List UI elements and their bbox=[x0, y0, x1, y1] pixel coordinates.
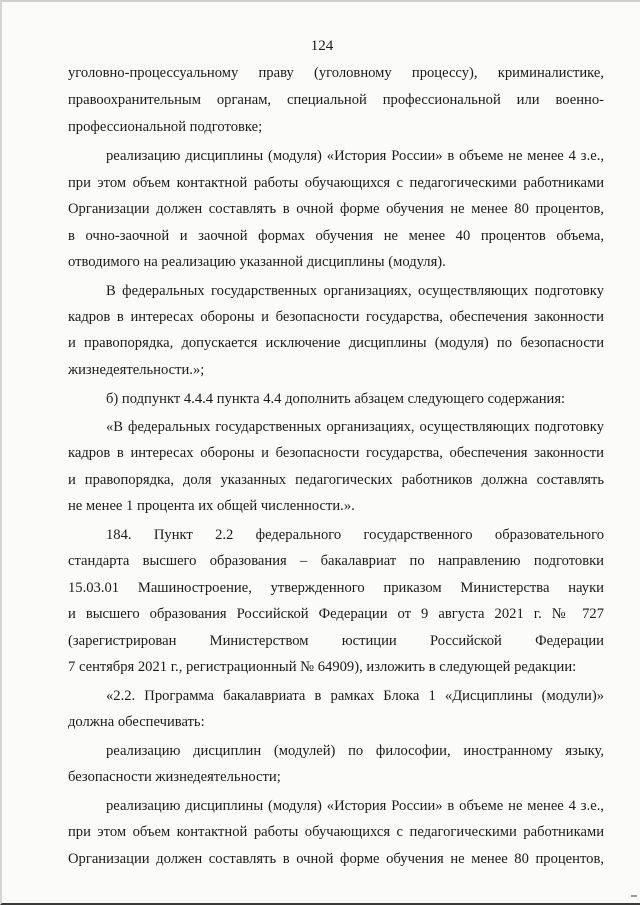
text-line: 15.03.01 Машиностроение, утвержденного приказом Министерства науки bbox=[68, 580, 604, 596]
text-line: и правопорядка, допускается исключение дисциплины (модуля) по безопасности bbox=[68, 335, 604, 351]
page-number: 124 bbox=[310, 38, 334, 54]
text-line: б) подпункт 4.4.4 пункта 4.4 дополнить абзацем следующего содержания: bbox=[106, 391, 566, 407]
text-line: и правопорядка, доля указанных педагогических работников должна составлять bbox=[68, 472, 604, 488]
text-line: 184. Пункт 2.2 федерального государственного образовательного bbox=[106, 527, 604, 543]
text-line: при этом объем контактной работы обучающихся с педагогическими работниками bbox=[68, 824, 604, 840]
text-line: правоохранительным органам, специальной профессиональной или военно- bbox=[68, 92, 604, 108]
text-line: отводимого на реализацию указанной дисциплины (модуля). bbox=[68, 254, 446, 270]
text-line: 7 сентября 2021 г., регистрационный № 64909), изложить в следующей редакции: bbox=[68, 659, 577, 675]
text-line: должна обеспечивать: bbox=[68, 714, 205, 730]
text-line: профессиональной подготовке; bbox=[68, 119, 263, 135]
text-line: не менее 1 процента их общей численности.». bbox=[68, 498, 355, 514]
text-line: жизнедеятельности.»; bbox=[68, 362, 205, 378]
text-line: кадров в интересах обороны и безопасности государства, обеспечения законности bbox=[68, 445, 604, 461]
text-line: «В федеральных государственных организациях, осуществляющих подготовку bbox=[106, 419, 604, 435]
text-line: Организации должен составлять в очной форме обучения не менее 80 процентов, bbox=[68, 201, 604, 217]
text-line: в очно-заочной и заочной формах обучения не менее 40 процентов объема, bbox=[68, 228, 604, 244]
text-line: реализацию дисциплины (модуля) «История России» в объеме не менее 4 з.е., bbox=[106, 148, 604, 164]
text-line: уголовно-процессуальному праву (уголовному процессу), криминалистике, bbox=[68, 65, 604, 81]
text-line: Организации должен составлять в очной форме обучения не менее 80 процентов, bbox=[68, 851, 604, 867]
text-line: (зарегистрирован Министерством юстиции Российской Федерации bbox=[68, 633, 604, 649]
text-line: кадров в интересах обороны и безопасности государства, обеспечения законности bbox=[68, 309, 604, 325]
text-line: реализацию дисциплины (модуля) «История России» в объеме не менее 4 з.е., bbox=[106, 798, 604, 814]
text-line: безопасности жизнедеятельности; bbox=[68, 769, 281, 785]
text-line: В федеральных государственных организациях, осуществляющих подготовку bbox=[106, 283, 604, 299]
text-line: при этом объем контактной работы обучающихся с педагогическими работниками bbox=[68, 175, 604, 191]
text-line: реализацию дисциплин (модулей) по философии, иностранному языку, bbox=[106, 743, 604, 759]
text-line: и высшего образования Российской Федерации от 9 августа 2021 г. № 727 bbox=[68, 606, 604, 622]
text-line: «2.2. Программа бакалавриата в рамках Блока 1 «Дисциплины (модули)» bbox=[106, 688, 604, 704]
scan-mark bbox=[631, 895, 637, 897]
text-line: стандарта высшего образования – бакалавриат по направлению подготовки bbox=[68, 553, 604, 569]
